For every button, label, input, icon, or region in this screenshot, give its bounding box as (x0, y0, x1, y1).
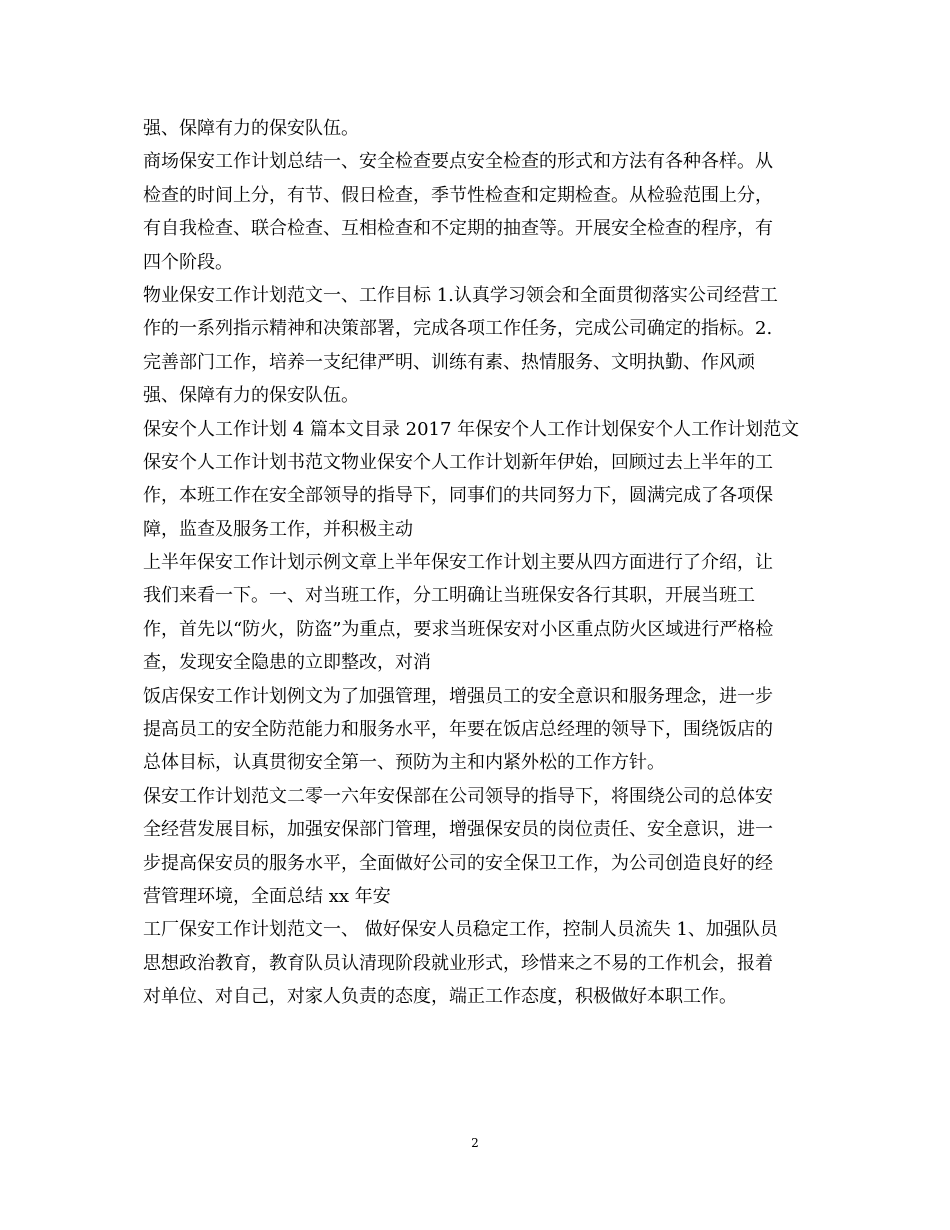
text-line: 上半年保安工作计划示例文章上半年保安工作计划主要从四方面进行了介绍，让 (143, 552, 773, 574)
text-line: 作，本班工作在安全部领导的指导下，同事们的共同努力下，圆满完成了各项保 (143, 485, 773, 507)
text-line: 我们来看一下。一、对当班工作，分工明确让当班保安各行其职，开展当班工 (143, 585, 755, 607)
text-line: 强、保障有力的保安队伍。 (143, 118, 359, 139)
text-line: 障，监查及服务工作，并积极主动 (143, 518, 413, 540)
text-line: 工厂保安工作计划范文一、 做好保安人员稳定工作，控制人员流失 1、加强队员 (143, 919, 778, 941)
text-line: 思想政治教育，教育队员认清现阶段就业形式，珍惜来之不易的工作机会，报着 (143, 952, 773, 974)
text-line: 四个阶段。 (143, 251, 233, 273)
text-line: 对单位、对自己，对家人负责的态度，端正工作态度，积极做好本职工作。 (143, 986, 737, 1008)
text-line: 作，首先以“防火，防盗”为重点，要求当班保安对小区重点防火区域进行严格检 (143, 618, 774, 640)
text-line: 查，发现安全隐患的立即整改，对消 (143, 652, 431, 674)
page-body (143, 112, 809, 1014)
text-line: 检查的时间上分，有节、假日检查，季节性检查和定期检查。从检验范围上分， (143, 184, 773, 206)
text-line: 物业保安工作计划范文一、工作目标 1.认真学习领会和全面贯彻落实公司经营工 (143, 284, 778, 306)
text-line: 保安工作计划范文二零一六年安保部在公司领导的指导下，将围绕公司的总体安 (143, 785, 773, 807)
text-line: 全经营发展目标，加强安保部门管理，增强保安员的岗位责任、安全意识，进一 (143, 819, 773, 841)
text-line: 强、保障有力的保安队伍。 (143, 385, 359, 407)
text-line: 饭店保安工作计划例文为了加强管理，增强员工的安全意识和服务理念，进一步 (143, 685, 773, 707)
text-line: 营管理环境，全面总结 xx 年安 (143, 885, 391, 907)
text-line: 商场保安工作计划总结一、安全检查要点安全检查的形式和方法有各种各样。从 (143, 151, 773, 173)
text-line: 步提高保安员的服务水平，全面做好公司的安全保卫工作，为公司创造良好的经 (143, 852, 773, 874)
page-number: 2 (471, 1136, 479, 1150)
text-line: 保安个人工作计划 4 篇本文目录 2017 年保安个人工作计划保安个人工作计划范文 (143, 418, 800, 440)
text-line: 保安个人工作计划书范文物业保安个人工作计划新年伊始，回顾过去上半年的工 (143, 451, 773, 473)
text-line: 有自我检查、联合检查、互相检查和不定期的抽查等。开展安全检查的程序，有 (143, 218, 773, 240)
text-line: 作的一系列指示精神和决策部署，完成各项工作任务，完成公司确定的指标。2. (143, 318, 773, 340)
text-line: 提高员工的安全防范能力和服务水平，年要在饭店总经理的领导下，围绕饭店的 (143, 719, 773, 741)
text-line: 总体目标，认真贯彻安全第一、预防为主和内紧外松的工作方针。 (143, 752, 665, 774)
text-line: 完善部门工作，培养一支纪律严明、训练有素、热情服务、文明执勤、作风顽 (143, 351, 755, 373)
